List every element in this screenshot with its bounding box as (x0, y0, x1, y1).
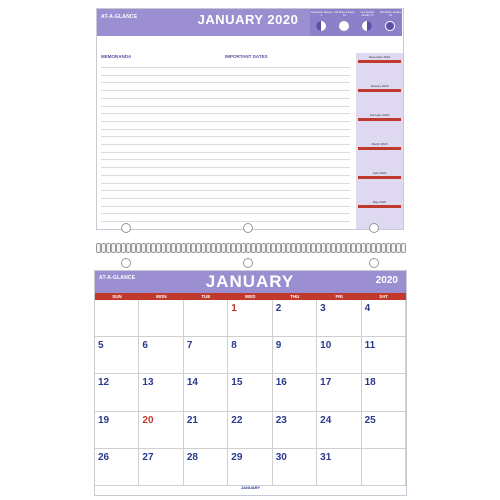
mini-calendar-title: April 2020 (372, 171, 387, 175)
memo-line (101, 183, 350, 184)
day-number: 1 (231, 303, 237, 314)
punch-hole (243, 258, 253, 268)
day-number: 15 (231, 377, 243, 389)
memo-line (101, 221, 350, 222)
day-cell[interactable] (228, 374, 272, 411)
day-cell[interactable] (273, 300, 317, 337)
punch-hole (369, 258, 379, 268)
memo-line (101, 190, 350, 191)
day-number: 10 (320, 340, 332, 352)
spiral-binding (94, 243, 406, 253)
memo-line (101, 159, 350, 160)
memo-line (101, 213, 350, 214)
punch-hole (369, 223, 379, 233)
weekday-label: TUE (201, 294, 211, 299)
moon-full (333, 9, 356, 36)
memo-line (101, 136, 350, 137)
day-number: 24 (320, 414, 332, 426)
mini-calendar-column (356, 53, 403, 229)
day-number: 11 (364, 340, 376, 352)
day-cell[interactable] (362, 337, 406, 374)
day-number: 29 (231, 451, 243, 463)
day-number: 19 (98, 414, 110, 426)
mini-calendar (358, 113, 401, 121)
memo-line (101, 67, 350, 68)
punch-hole (121, 258, 131, 268)
day-cell[interactable] (317, 337, 361, 374)
day-cell[interactable] (228, 300, 272, 337)
day-number: 16 (275, 377, 287, 389)
day-cell[interactable] (139, 300, 183, 337)
first-quarter-moon-icon (316, 21, 326, 31)
moon-label: 1st Quarter January 2 (310, 11, 333, 17)
day-number: 5 (98, 340, 104, 352)
day-cell[interactable] (317, 300, 361, 337)
punch-hole (243, 223, 253, 233)
day-number: 4 (364, 303, 371, 314)
weekday-label: SAT (379, 294, 388, 299)
mini-calendar-title: March 2020 (371, 142, 388, 146)
day-cell[interactable] (228, 449, 272, 486)
top-page (96, 8, 404, 230)
day-cell[interactable] (184, 374, 228, 411)
day-cell[interactable] (95, 412, 139, 449)
mini-calendar-title: May 2020 (372, 200, 387, 204)
day-cell[interactable] (95, 374, 139, 411)
mini-calendar-title: December 2019 (368, 55, 391, 59)
day-number: 6 (142, 340, 148, 352)
month-title: JANUARY (205, 272, 295, 291)
day-cell[interactable] (95, 337, 139, 374)
day-number: 3 (320, 303, 326, 314)
memo-line (101, 113, 350, 114)
memo-line (101, 198, 350, 199)
day-number: 17 (320, 377, 332, 389)
mini-calendar-title: January 2020 (370, 84, 389, 88)
day-number: 23 (275, 414, 287, 426)
month-header (95, 271, 406, 293)
weekday-label: WED (245, 294, 256, 299)
memo-line (101, 121, 350, 122)
memo-line (101, 206, 350, 207)
day-cell[interactable] (273, 337, 317, 374)
day-cell[interactable] (317, 449, 361, 486)
day-cell[interactable] (317, 374, 361, 411)
year-label: 2020 (375, 275, 398, 286)
full-moon-icon (339, 21, 349, 31)
day-number: 26 (98, 451, 110, 463)
day-cell[interactable] (95, 449, 139, 486)
day-number: 13 (142, 377, 154, 389)
day-number: 25 (364, 414, 376, 426)
day-cell[interactable] (184, 412, 228, 449)
mini-calendar (358, 200, 401, 208)
last-quarter-moon-icon (362, 21, 372, 31)
memo-line (101, 75, 350, 76)
memoranda-label: MEMORANDA (101, 54, 132, 59)
day-number: 7 (186, 340, 193, 352)
memo-line (101, 144, 350, 145)
day-cell[interactable] (362, 374, 406, 411)
memo-line (101, 152, 350, 153)
day-number: 22 (231, 414, 243, 426)
day-number: 14 (186, 377, 198, 389)
memo-line (101, 106, 350, 107)
brand-logo: AT-A-GLANCE (99, 275, 136, 281)
memo-line (101, 90, 350, 91)
day-cell[interactable] (362, 300, 406, 337)
day-cell[interactable] (273, 412, 317, 449)
day-cell[interactable] (317, 412, 361, 449)
moon-label: New Moon January 24 (379, 11, 402, 17)
bottom-page (94, 270, 407, 496)
day-cell[interactable] (273, 449, 317, 486)
spiral-coil (401, 243, 406, 253)
mini-calendar (358, 171, 401, 179)
mini-calendar (358, 142, 401, 150)
day-number: 18 (364, 377, 376, 389)
day-number: 21 (186, 414, 198, 426)
day-number: 30 (275, 451, 287, 463)
brand-logo: AT-A-GLANCE (101, 14, 138, 20)
day-cell[interactable] (139, 337, 183, 374)
mini-calendar (358, 55, 401, 66)
moon-new (379, 9, 402, 36)
weekday-label: FRI (335, 294, 343, 299)
day-cell[interactable] (228, 337, 272, 374)
day-cell[interactable] (228, 412, 272, 449)
day-cell[interactable] (139, 449, 183, 486)
moon-label: Last Quarter January 17 (360, 11, 375, 17)
day-number: 9 (275, 340, 282, 352)
day-number: 8 (231, 340, 237, 352)
day-cell[interactable] (184, 337, 228, 374)
day-number: 2 (275, 303, 282, 314)
day-cell[interactable] (139, 412, 183, 449)
important-dates-label: IMPORTANT DATES (225, 54, 268, 59)
memo-line (101, 167, 350, 168)
month-grid (95, 300, 406, 487)
weekday-label: MON (156, 294, 167, 299)
day-cell[interactable] (184, 449, 228, 486)
footer-month-label: JANUARY (240, 485, 261, 490)
day-number: 27 (142, 451, 154, 463)
day-cell[interactable] (139, 374, 183, 411)
day-cell[interactable] (95, 300, 139, 337)
memo-line (101, 82, 350, 83)
weekday-label: THU (290, 294, 300, 299)
day-cell[interactable] (362, 412, 406, 449)
punch-hole (121, 223, 131, 233)
moon-label: Full Moon January 10 (334, 11, 355, 17)
day-cell[interactable] (273, 374, 317, 411)
moon-last-quarter (356, 9, 379, 36)
memo-line (101, 98, 350, 99)
memo-line (101, 129, 350, 130)
day-cell[interactable] (184, 300, 228, 337)
day-number: 12 (98, 377, 110, 389)
memo-lines (97, 63, 354, 228)
day-number: 28 (186, 451, 198, 463)
day-number: 31 (320, 451, 332, 463)
moon-first-quarter (310, 9, 333, 36)
mini-calendar-title: February 2020 (369, 113, 390, 117)
weekday-label: SUN (112, 294, 122, 299)
top-month-title: JANUARY 2020 (197, 12, 299, 27)
weekday-header-row (95, 293, 406, 300)
day-cell[interactable] (362, 449, 406, 486)
day-number: 20 (142, 414, 154, 426)
memo-line (101, 175, 350, 176)
mini-calendar (358, 84, 401, 92)
new-moon-icon (385, 21, 395, 31)
